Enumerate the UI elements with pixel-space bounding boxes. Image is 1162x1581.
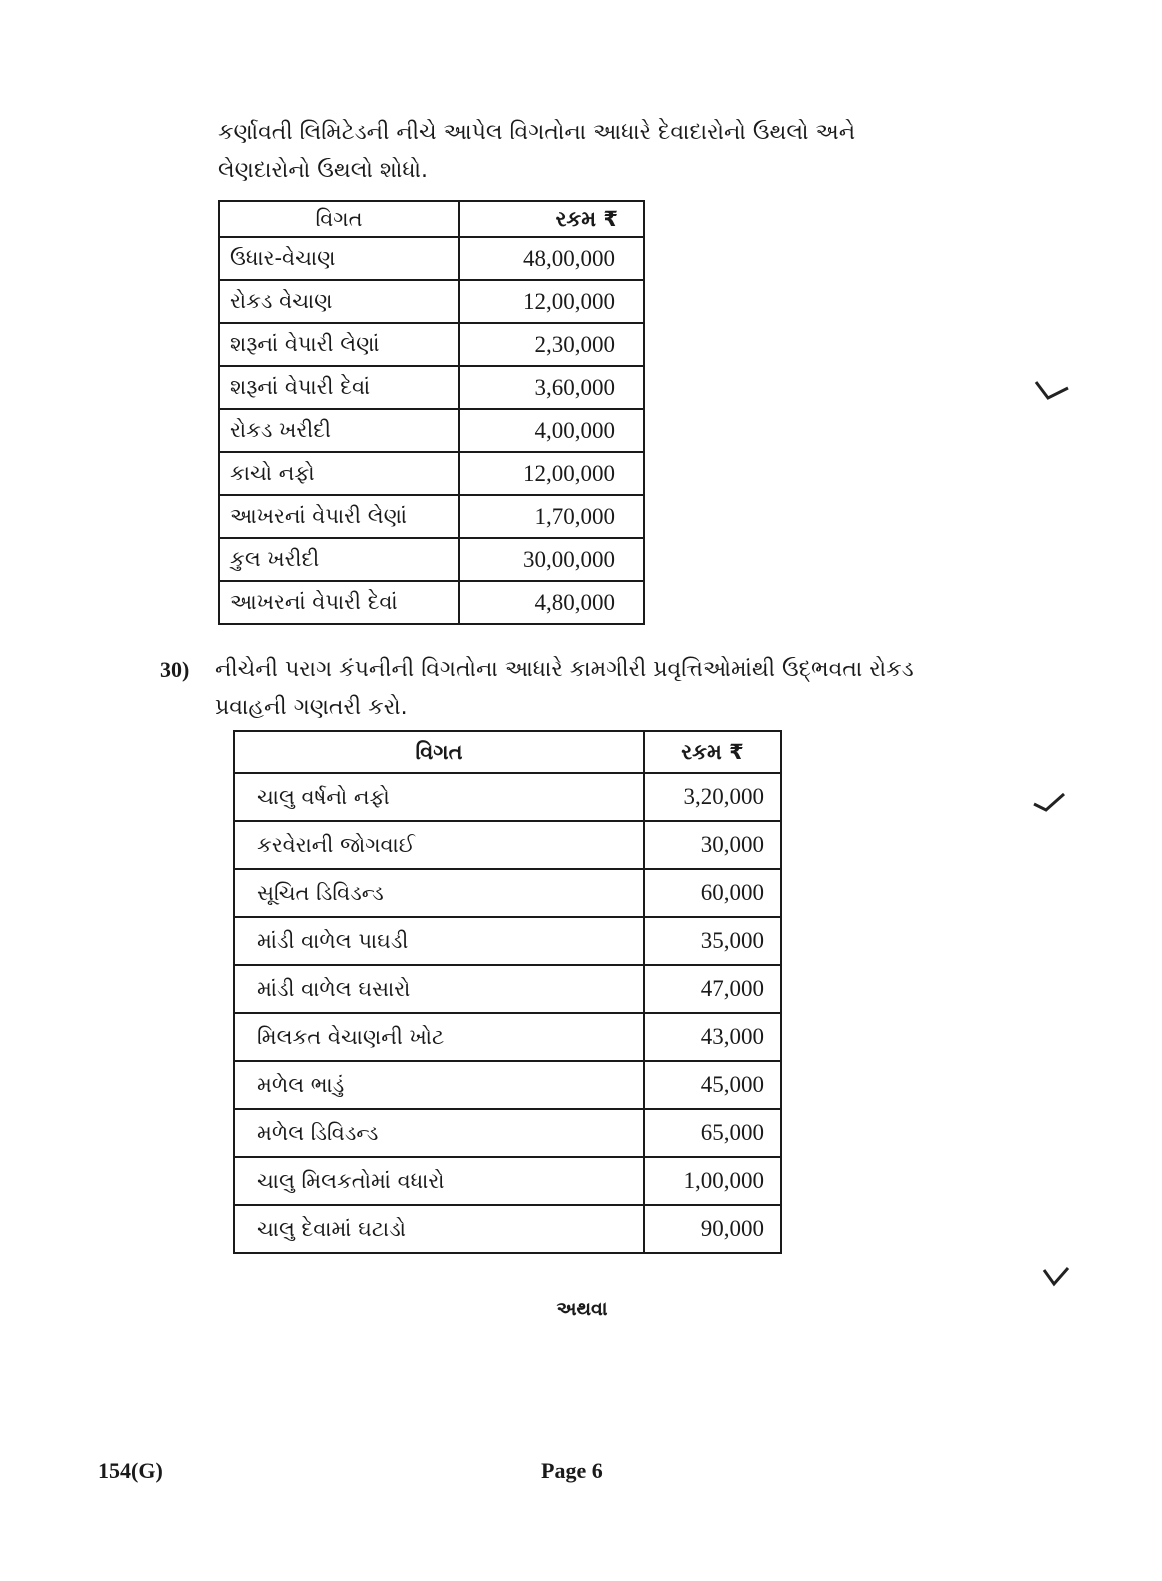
page-number: Page 6 xyxy=(541,1458,603,1483)
question-text: નીચેની પરાગ કંપનીની વિગતોના આધારે કામગીરી પ્રવૃત્તિઓમાંથી ઉદ્‌ભવતા રોકડ પ્રવાહની ગણતરી કરો. xyxy=(215,657,914,720)
row-amount: 12,00,000 xyxy=(459,452,644,495)
row-amount: 1,70,000 xyxy=(459,495,644,538)
table-row xyxy=(234,821,781,869)
row-amount: 65,000 xyxy=(644,1109,781,1157)
question-number: 30) xyxy=(160,657,190,682)
row-amount: 43,000 xyxy=(644,1013,781,1061)
row-amount: 48,00,000 xyxy=(459,237,644,280)
table-row xyxy=(234,1205,781,1253)
row-amount: 3,20,000 xyxy=(644,773,781,821)
column-header-particulars: વિગત xyxy=(219,201,459,237)
row-amount: 4,00,000 xyxy=(459,409,644,452)
table-row xyxy=(234,1061,781,1109)
row-amount: 4,80,000 xyxy=(459,581,644,624)
tick-mark-icon xyxy=(1030,790,1070,820)
row-label: મળેલ ભાડું xyxy=(234,1061,644,1109)
row-label: કુલ ખરીદી xyxy=(219,538,459,581)
row-label: આખરનાં વેપારી લેણાં xyxy=(219,495,459,538)
row-amount: 35,000 xyxy=(644,917,781,965)
row-label: સૂચિત ડિવિડન્ડ xyxy=(234,869,644,917)
row-amount: 30,00,000 xyxy=(459,538,644,581)
tick-mark-icon xyxy=(1032,376,1072,406)
intro-paragraph: કર્ણાવતી લિમિટેડની નીચે આપેલ વિગતોના આધારે દેવાદારોનો ઉથલો અને લેણદારોનો ઉથલો શોધો. xyxy=(218,120,856,183)
row-amount: 90,000 xyxy=(644,1205,781,1253)
table-row xyxy=(219,366,644,409)
row-label: શરૂનાં વેપારી લેણાં xyxy=(219,323,459,366)
row-label: કરવેરાની જોગવાઈ xyxy=(234,821,644,869)
row-label: કાચો નફો xyxy=(219,452,459,495)
row-amount: 3,60,000 xyxy=(459,366,644,409)
row-label: આખરનાં વેપારી દેવાં xyxy=(219,581,459,624)
column-header-amount: રકમ ₹ xyxy=(459,201,644,237)
row-label: મિલકત વેચાણની ખોટ xyxy=(234,1013,644,1061)
row-amount: 12,00,000 xyxy=(459,280,644,323)
row-amount: 2,30,000 xyxy=(459,323,644,366)
table-row xyxy=(234,1109,781,1157)
table-header-row xyxy=(219,201,644,237)
row-amount: 45,000 xyxy=(644,1061,781,1109)
table-row xyxy=(219,323,644,366)
table-row xyxy=(234,917,781,965)
table-row xyxy=(219,538,644,581)
row-amount: 47,000 xyxy=(644,965,781,1013)
row-label: ચાલુ મિલકતોમાં વધારો xyxy=(234,1157,644,1205)
table-row xyxy=(219,237,644,280)
table-row xyxy=(234,869,781,917)
row-label: ઉધાર-વેચાણ xyxy=(219,237,459,280)
row-amount: 60,000 xyxy=(644,869,781,917)
row-label: રોકડ ખરીદી xyxy=(219,409,459,452)
table-row xyxy=(234,965,781,1013)
table-row xyxy=(219,495,644,538)
row-amount: 1,00,000 xyxy=(644,1157,781,1205)
row-label: ચાલુ વર્ષનો નફો xyxy=(234,773,644,821)
paper-code: 154(G) xyxy=(98,1458,163,1483)
debtors-creditors-table xyxy=(218,200,645,625)
table-row xyxy=(234,1013,781,1061)
row-label: માંડી વાળેલ ઘસારો xyxy=(234,965,644,1013)
row-label: શરૂનાં વેપારી દેવાં xyxy=(219,366,459,409)
row-label: રોકડ વેચાણ xyxy=(219,280,459,323)
column-header-amount: રકમ ₹ xyxy=(644,731,781,773)
tick-mark-icon xyxy=(1040,1262,1074,1292)
table-header-row xyxy=(234,731,781,773)
table-row xyxy=(234,773,781,821)
table-row xyxy=(234,1157,781,1205)
cash-flow-table xyxy=(233,730,782,1254)
or-separator: અથવા xyxy=(556,1298,608,1320)
row-label: મળેલ ડિવિડન્ડ xyxy=(234,1109,644,1157)
row-label: ચાલુ દેવામાં ઘટાડો xyxy=(234,1205,644,1253)
table-row xyxy=(219,452,644,495)
table-row xyxy=(219,581,644,624)
row-label: માંડી વાળેલ પાઘડી xyxy=(234,917,644,965)
row-amount: 30,000 xyxy=(644,821,781,869)
column-header-particulars: વિગત xyxy=(234,731,644,773)
table-row xyxy=(219,280,644,323)
table-row xyxy=(219,409,644,452)
